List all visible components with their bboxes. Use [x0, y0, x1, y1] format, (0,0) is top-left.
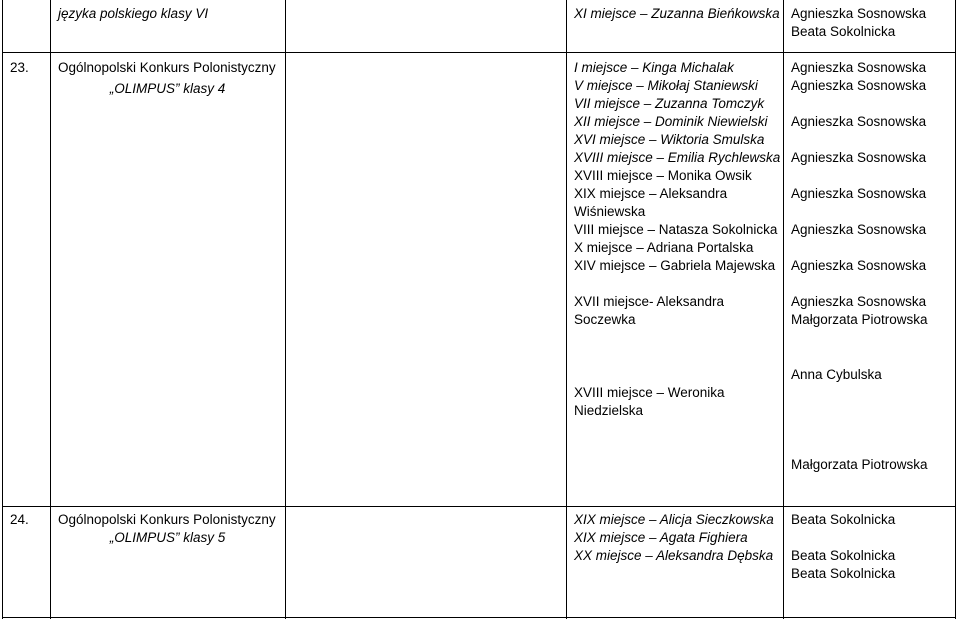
row24-place-1: XIX miejsce – Alicja Sieczkowska [574, 512, 774, 527]
row23-teacher-10: Anna Cybulska [791, 367, 882, 382]
row-border-1 [2, 52, 956, 53]
row23-place-4: XII miejsce – Dominik Niewielski [574, 114, 768, 129]
row23-teacher-5: Agnieszka Sosnowska [791, 186, 927, 201]
row23-place-1: I miejsce – Kinga Michalak [574, 60, 734, 75]
row23-teacher-4: Agnieszka Sosnowska [791, 150, 927, 165]
row23-teacher-7: Agnieszka Sosnowska [791, 258, 927, 273]
row0-teacher-2: Beata Sokolnicka [791, 24, 896, 39]
row23-place-6: XVIII miejsce – Emilia Rychlewska [574, 150, 781, 165]
row23-place-7: XVIII miejsce – Monika Owsik [574, 168, 752, 183]
row23-place-10: X miejsce – Adriana Portalska [574, 240, 754, 255]
row24-place-3: XX miejsce – Aleksandra Dębska [574, 548, 774, 563]
row23-teacher-11: Małgorzata Piotrowska [791, 457, 928, 472]
row0-competition: języka polskiego klasy VI [58, 6, 209, 21]
row23-teacher-9: Małgorzata Piotrowska [791, 312, 928, 327]
row23-teacher-1: Agnieszka Sosnowska [791, 60, 927, 75]
row23-number: 23. [10, 60, 29, 75]
row24-competition-line2: „OLIMPUS” klasy 5 [109, 530, 226, 545]
row24-teacher-1: Beata Sokolnicka [791, 512, 896, 527]
row0-teacher-1: Agnieszka Sosnowska [791, 6, 927, 21]
row24-number: 24. [10, 512, 29, 527]
col-border-right [955, 0, 956, 619]
row23-competition-line1: Ogólnopolski Konkurs Polonistyczny [58, 60, 276, 75]
row23-competition-line2: „OLIMPUS” klasy 4 [109, 81, 226, 96]
row23-place-9: VIII miejsce – Natasza Sokolnicka [574, 222, 778, 237]
row23-teacher-8: Agnieszka Sosnowska [791, 294, 927, 309]
row23-place-11: XIV miejsce – Gabriela Majewska [574, 258, 776, 273]
row23-teacher-2: Agnieszka Sosnowska [791, 78, 927, 93]
row23-teacher-3: Agnieszka Sosnowska [791, 114, 927, 129]
row23-place-12: XVII miejsce- Aleksandra [574, 294, 725, 309]
col-border-4 [783, 0, 784, 619]
row24-teacher-3: Beata Sokolnicka [791, 566, 896, 581]
row-border-bottom [2, 617, 956, 618]
row0-place: XI miejsce – Zuzanna Bieńkowska [574, 6, 780, 21]
row23-place-3: VII miejsce – Zuzanna Tomczyk [574, 96, 765, 111]
col-border-2 [285, 0, 286, 619]
row23-place-13: XVIII miejsce – Weronika [574, 385, 725, 400]
row23-place-2: V miejsce – Mikołaj Staniewski [574, 78, 758, 93]
col-border-left [2, 0, 3, 619]
row23-place-12b: Soczewka [574, 312, 636, 327]
row24-place-2: XIX miejsce – Agata Fighiera [574, 530, 748, 545]
row24-competition-line1: Ogólnopolski Konkurs Polonistyczny [58, 512, 276, 527]
row23-place-8b: Wiśniewska [574, 204, 646, 219]
col-border-3 [566, 0, 567, 619]
row23-place-13b: Niedzielska [574, 403, 644, 418]
row-border-2 [2, 506, 956, 507]
row24-teacher-2: Beata Sokolnicka [791, 548, 896, 563]
row23-place-5: XVI miejsce – Wiktoria Smulska [574, 132, 765, 147]
row23-teacher-6: Agnieszka Sosnowska [791, 222, 927, 237]
row23-place-8: XIX miejsce – Aleksandra [574, 186, 728, 201]
